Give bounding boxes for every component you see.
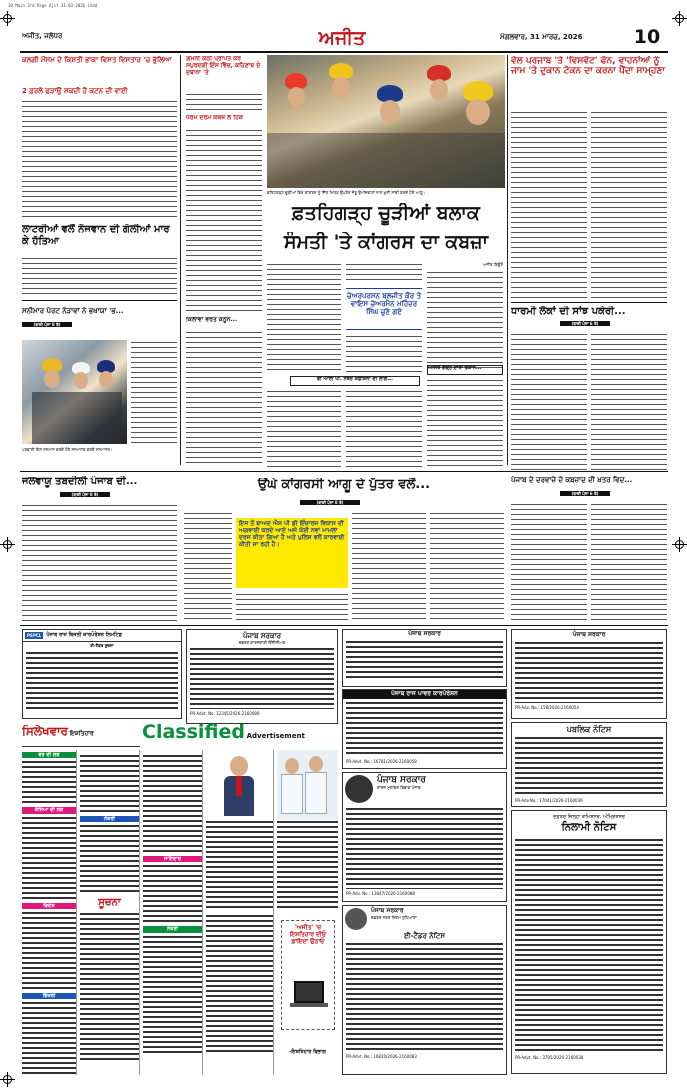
right-headline: ਵੇਲ ਪਰਜਾਬ 'ਤੇ 'ਵਿਸਵੋਟ' ਫੋਨ, ਵਾਹਨਾਂਆਂ ਨੂੰ ਜਾਮ 'ਤੇ ਦੁਕਾਨ ਟੋਕਨ ਦਾ ਕਰਨਾ ਪੈਂਦਾ ਸਾਮ੍ਹਣਾ	[511, 56, 665, 77]
doctors-illustration	[277, 750, 338, 820]
band-more	[300, 500, 360, 508]
govt-ad-sub: ਦਫ਼ਤਰ ਕਾਰਜਕਾਰੀ ਇੰਜੀਨੀਅਰ	[238, 640, 286, 646]
lead-reporter: ਅਜੀਤ ਬਿਊਰੋ	[482, 262, 503, 267]
lead-body-col1	[267, 262, 341, 372]
lead-body-col3	[427, 270, 503, 370]
classified-col-3	[143, 750, 203, 1075]
classified-footer: -ਇਸ਼ਤਿਹਾਰ ਵਿਭਾਗ	[289, 1049, 326, 1055]
photo-caption: ਪਰਵਾਸੀ ਇਸ ਸਨਮਾਨ ਕਰਦੇ ਹੋਏ ਸਨਮਾਨਤ ਕਰਦੇ ਸਨਮਾਨਤ।	[22, 447, 113, 452]
lottery-headline: ਲਾਟਰੀਆਂ ਵਲੋਂ ਨੌਜਵਾਨ ਦੀ ਗੋਲੀਆਂ ਮਾਰ ਕੇ ਹੱਤਿਆ	[22, 224, 170, 247]
classified-listing	[80, 754, 139, 814]
right-low-body-2	[591, 502, 667, 621]
right-low-more	[560, 491, 610, 499]
classified-left-sub: ਇਸ਼ਤਿਹਾਰ	[69, 730, 94, 737]
col1-body-text	[22, 99, 177, 219]
category-property: ਜਾਇਦਾਦ	[143, 856, 202, 862]
public-notice-ad	[511, 722, 667, 807]
ajit-promo-text: 'ਅਜੀਤ' 'ਚ ਇਸ਼ਤਿਹਾਰ ਦੀਓ ਫ਼ਾਇਦਾ ਉਠਾਓ	[289, 924, 327, 945]
classified-banner	[142, 722, 338, 748]
lead-subhead-vip: ਵੀ ਆਈ ਪੀ. ਨੰਬਰ ਕੰਡੀਸ਼ਨਾਂ ਦੀ ਲਾਗ...	[290, 376, 420, 386]
lead-pullquote: ਚੇਅਰਪਰਸਨ ਬਲਜੀਤ ਕੌਰ ਤੇ ਵਾਇਸ ਚੇਅਰਮੈਨ ਮਹਿੰਦਰ ਸਿੰਘ ਚੁਣੇ ਗਏ	[346, 288, 422, 330]
pspcl-title: ਪੰਜਾਬ ਰਾਜ ਬਿਜਲੀ ਕਾਰਪੋਰੇਸ਼ਨ ਲਿਮਟਿਡ	[46, 631, 122, 638]
auction-ref: PR-Advt. No.: 3795/2026-2160038	[515, 1054, 584, 1060]
classified-col-2	[80, 750, 140, 1075]
category-bride-wanted: ਕੰਨਿਆ ਦੀ ਲੋੜ	[22, 807, 76, 813]
col2-body-text-2	[186, 128, 262, 313]
lead-body-col2b	[346, 389, 422, 467]
tender-notice-title: ਈ-ਟੈਂਡਰ ਨੋਟਿਸ	[404, 932, 445, 940]
govt-ad-2	[342, 629, 507, 687]
tender-notice-ad	[342, 905, 507, 1075]
continued-tag: (ਬਾਕੀ ਪੰਨਾ 8 ਤੇ)	[60, 492, 110, 497]
col2-kanoon-head: ਕਿਲਾਵਾਂ ਵਰਤ ਕਨੂੰਨ...	[186, 317, 238, 323]
lottery-body-text	[22, 256, 177, 296]
column-divider	[507, 55, 508, 465]
lead-subhead-ajit: ਅਜਿੱਤ ਗੜ੍ਹ ਦਾਰਾ ਢੱਕਾਂਨ...	[427, 365, 503, 375]
right-low-headline: ਪੰਜਾਬ ਦੇ ਦਰਵਾਜ਼ੇ ਦੇ ਕਬਜ਼ਾਦ ਦੀ ਖ਼ਤਰ ਵਿਦ...	[511, 476, 633, 484]
classified-listing	[206, 820, 273, 910]
tender-notice-body	[346, 942, 503, 1052]
govt-ad3-sub: ਕਾਰਜ ਮੁਲਾਂਕਣ ਵਿਭਾਗ ਪੰਜਾਬ	[377, 785, 421, 791]
businessman-illustration	[206, 750, 273, 820]
band-headline: ਉਂਘੇ ਕਾਂਗਰਸੀ ਆਗੂ ਦੇ ਪੁੱਤਰ ਵਲੋਂ...	[257, 478, 431, 492]
classified-adv-word: Advertisement	[246, 732, 305, 740]
tender-notice-ref: PR-Advt. No.: 16820/2026-2160083	[346, 1054, 417, 1060]
continued-tag: (ਬਾਕੀ ਪੰਨਾ 8 ਤੇ)	[300, 500, 360, 505]
classified-listing	[80, 824, 139, 894]
climate-more	[60, 492, 110, 500]
lead-body-col2	[346, 334, 422, 372]
auction-body	[515, 838, 663, 1053]
classified-col-4	[206, 750, 274, 1075]
classified-col-5	[277, 750, 338, 1075]
col2-headline: ਗ਼ਮਨੀ ਕੋਠੀ ਪ੍ਰਾਪਤ ਕਰੋ ਸਪੁਰਦਗੀ ਇੰਸ ਵਿੱਚ, ਕਹਿਣਾਬ ਦੇ ਦਬਾਨਾ 'ਤੇ	[186, 56, 261, 76]
category-abroad: ਵਿਦੇਸ਼	[22, 903, 76, 909]
classified-listing	[22, 1001, 76, 1075]
continued-tag: (ਬਾਕੀ ਪੰਨਾ 8 ਤੇ)	[22, 322, 72, 327]
classified-listing	[143, 754, 202, 854]
auction-title: ਨਿਲਾਮੀ ਨੋਟਿਸ	[561, 822, 617, 834]
classified-listing	[22, 816, 76, 901]
category-jobs: ਨੌਕਰੀ	[80, 816, 139, 822]
continued-tag: (ਬਾਕੀ ਪੰਨਾ 6 ਤੇ)	[560, 491, 610, 496]
right-govt-table	[515, 641, 663, 703]
auction-office: ਦਫ਼ਤਰ ਜ਼ਿਲ੍ਹਾ ਕਮਿਸ਼ਨਰ, ਅੰਮ੍ਰਿਤਸਰ	[553, 814, 625, 820]
right-mid-headline: ਧਾਰਮੀ ਲੋਕਾਂ ਦੀ ਸਾਂਝ ਪਕੇਰੀ...	[511, 306, 626, 317]
visit-headline: ਸਨੀਮਾਰ ਪੋਰਟ ਨੇੜਾਵਾਂ ਨੇ ਭਖਾਯਾ 'ਭ...	[22, 307, 124, 315]
power-corp-title: ਪੰਜਾਬ ਰਾਜ ਪਾਵਰ ਕਾਰਪੋਰੇਸ਼ਨ	[343, 690, 506, 699]
classified-listing	[143, 864, 202, 924]
category-jobs-2: ਨੌਕਰੀ	[143, 926, 202, 932]
lead-headline-line1: ਫ਼ਤਹਿਗੜ੍ਹ ਚੂੜੀਆਂ ਬਲਾਕ	[292, 203, 480, 224]
col1-divider	[22, 300, 177, 301]
lead-body-col1b	[267, 389, 341, 467]
header-rule	[20, 51, 668, 53]
right-body-col3	[511, 332, 587, 470]
public-notice-title: ਪਬਲਿਕ ਨੋਟਿਸ	[566, 725, 612, 734]
ads-rule	[20, 625, 668, 626]
classified-col-1	[22, 750, 77, 1075]
continued-tag: (ਬਾਕੀ ਪੰਨਾ 6 ਤੇ)	[560, 321, 610, 326]
govt-ad3-title: ਪੰਜਾਬ ਸਰਕਾਰ	[377, 775, 426, 785]
right-body-col2	[591, 110, 667, 298]
pspcl-logo: PSPCL	[27, 633, 42, 638]
climate-body-text	[22, 503, 177, 621]
ajit-promo-block	[281, 920, 335, 1030]
classified-listing	[80, 912, 139, 1062]
power-corp-ref: PR-Advt. No.: 16781/2026-2160058	[346, 758, 417, 764]
header-city: ਅਜੀਤ, ਜਲੰਧਰ	[22, 32, 63, 40]
more-label	[22, 322, 72, 332]
band-body-col3	[352, 511, 426, 621]
news-photo-dignitaries	[22, 340, 127, 444]
emblem-icon	[345, 775, 373, 803]
govt-ad-ref: PR-Advt. No. 12345/2026-2160089	[190, 711, 260, 717]
classified-listing	[277, 820, 338, 910]
govt-ad2-body	[346, 640, 503, 680]
pspcl-table	[26, 651, 178, 711]
govt-ad-title: ਪੰਜਾਬ ਸਰਕਾਰ	[242, 632, 281, 640]
band-highlight-box: ਇਸ ਤੋਂ ਬਾਅਦ ਐਸ ਪੀ ਡੀ ਇੰਚਾਰਜ ਵਿਕਾਸ ਦੀ ਅਗਵਾਈ ਕਰਦੇ ਆਏ ਅਜੇ ਕੋਈ ਨਵਾਂ ਮਾਮਲਾ ਦਰਜ ਕੀਤਾ ਗਿਆ ਹੈ ਅਤੇ ਪੁਲਿਸ ਵਲੋਂ ਕਾਰਵਾਈ ਕੀਤੀ ਜਾ ਰਹੀ ਹੈ।	[236, 518, 348, 588]
auction-notice-ad	[511, 810, 667, 1074]
govt-ad-3	[342, 772, 507, 902]
govt-ad3-ref: PR-Adv. No.: 13847/2026-2160088	[346, 891, 415, 896]
print-slug: 10-Main 3rd Page Ajit 31-03-2026 indd	[8, 3, 98, 8]
col2-subhead: ਧਰਮ ਦਰਮ ਕਬਜ਼ ਲੋ ਹਿੱਕ	[186, 115, 243, 121]
power-corp-ad	[342, 689, 507, 769]
right-body-col4	[591, 332, 667, 470]
govt-ad2-title: ਪੰਜਾਬ ਸਰਕਾਰ	[408, 630, 441, 637]
right-govt-ref: PR-Adv. No.: 158/2026-2160054	[515, 704, 579, 710]
visit-body-text	[131, 340, 177, 444]
lead-photo-caption: ਫ਼ਤਿਹਗੜ੍ਹ ਚੂੜੀਆਂ ਵਿਖੇ ਕਾਂਗਰਸ ਨੂੰ ਜਿੱਤ ਮਿਲਣ ਉਪਰੰਤ ਜੇਤੂ ਉਮੀਦਵਾਰਾਂ ਨਾਲ ਖੁਸ਼ੀ ਸਾਂਝੀ ਕਰਦੇ ਹੋਏ ਆਗੂ।	[267, 190, 426, 195]
corporation-logo-icon	[345, 908, 367, 930]
registration-mark	[675, 14, 684, 23]
col1-subhead: 2 ਫ਼ਰਲੋ ਫੜਾਉ ਸਕਦੀ ਹੈ ਕਟਨ ਦੀ ਵਾਈ	[22, 87, 128, 95]
band-body-col4	[430, 511, 504, 621]
page-number: 10	[633, 26, 661, 48]
govt-ad-table	[190, 647, 334, 709]
category-sale: ਵਿੱਕਰੀ	[22, 993, 76, 999]
registration-mark	[675, 540, 684, 549]
tender-office: ਦਫ਼ਤਰ ਨਗਰ ਨਿਗਮ ਲੁਧਿਆਣਾ	[371, 914, 417, 920]
col1-headline: ਕਲਗੀ ਮੌਸਮ ਦੇ ਕਿਸ਼ਤੀ ਭਾਕਾ ਵਿਸਤ ਵਿਸਤਾਰ 'ਚ ਭੁੱਲਿਆ	[22, 56, 172, 64]
classified-listing	[206, 914, 273, 1054]
registration-mark	[3, 1075, 12, 1084]
category-groom-wanted: ਵਰ ਦੀ ਲੋੜ	[22, 752, 76, 758]
lead-body-col2-top	[346, 262, 422, 284]
classified-left-word: ਸਿਲੇਖਵਾਰ	[22, 725, 68, 738]
classified-listing	[143, 935, 202, 1055]
right-govt-title: ਪੰਜਾਬ ਸਰਕਾਰ	[572, 631, 606, 638]
govt-ad3-body	[346, 807, 503, 889]
right-low-body-1	[511, 502, 587, 621]
category-notice: ਸੂਚਨਾ	[98, 897, 121, 909]
right-divider	[511, 302, 667, 303]
registration-mark	[3, 14, 12, 23]
public-notice-ref: PR-Adv.No.: 17041/2026-2160036	[515, 798, 583, 804]
band-body-col1	[184, 511, 232, 621]
header-date: ਮੰਗਲਵਾਰ, 31 ਮਾਰਚ, 2026	[500, 33, 583, 41]
masthead: ਅਜੀਤ	[318, 27, 366, 49]
right-govt-ad	[511, 629, 667, 719]
classified-listing	[22, 760, 76, 805]
lead-headline-line2: ਸੰਮਤੀ 'ਤੇ ਕਾਂਗਰਸ ਦਾ ਕਬਜ਼ਾ	[283, 232, 489, 253]
classified-big-word: Classified	[142, 722, 245, 743]
right-body-col1	[511, 110, 587, 298]
lead-photo-celebration	[267, 55, 505, 188]
pspcl-tender-ad	[22, 629, 182, 719]
govt-ad-1	[186, 629, 338, 724]
public-notice-body	[515, 736, 663, 796]
climate-headline: ਜਲਵਾਯੂ ਤਬਦੀਲੀ ਪੰਜਾਬ ਦੀ...	[22, 476, 138, 487]
col2-body-text-3	[186, 330, 262, 465]
band-body-col2	[236, 592, 348, 621]
classified-left-banner	[22, 725, 140, 747]
pspcl-tender: ਈ-ਟੈਂਡਰ ਸੂਚਨਾ	[90, 643, 114, 648]
registration-mark	[3, 540, 12, 549]
tender-govt: ਪੰਜਾਬ ਸਰਕਾਰ	[371, 907, 404, 914]
col2-body-text	[186, 92, 262, 112]
right-more-label	[560, 321, 610, 329]
lead-body-col3b	[427, 378, 503, 467]
classified-listing	[22, 911, 76, 991]
band-rule	[20, 471, 668, 472]
column-divider	[180, 55, 181, 465]
power-corp-body	[346, 701, 503, 757]
